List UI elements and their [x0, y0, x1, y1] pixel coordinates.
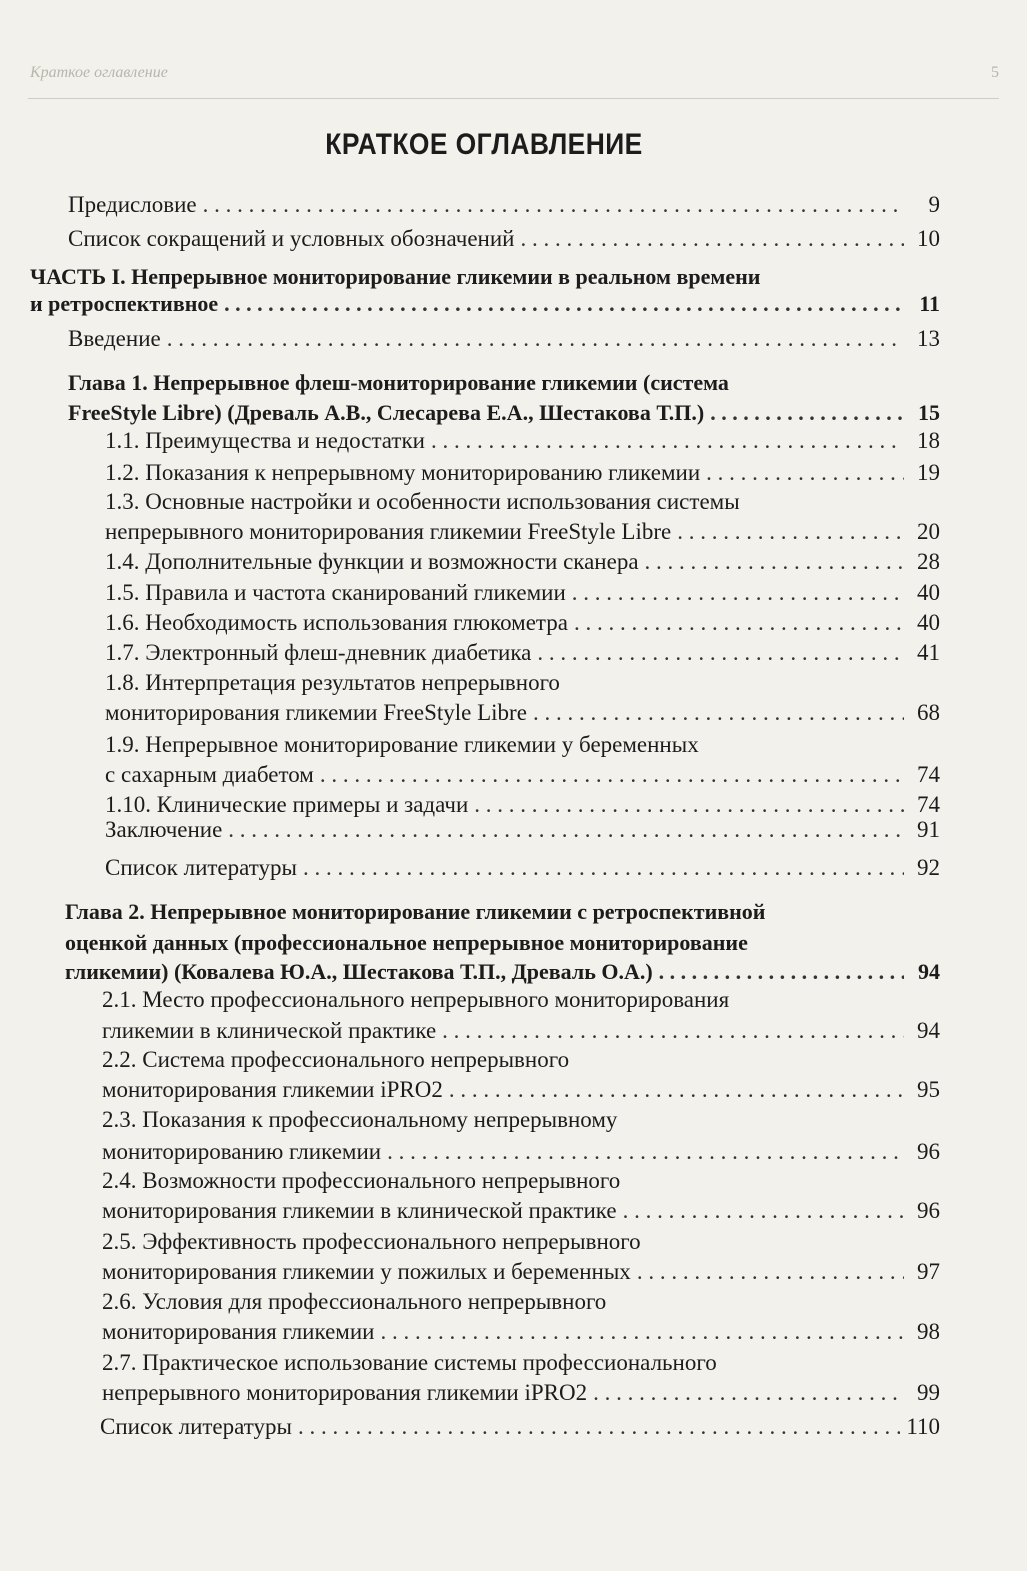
toc-line [0, 368, 1027, 398]
toc-entry-title: 2.3. Показания к профессиональному непрерывному [102, 1107, 618, 1132]
toc-line [0, 928, 1027, 958]
toc-entry [105, 638, 940, 668]
dot-leader [203, 190, 904, 220]
toc-line [0, 668, 1027, 698]
toc-entry [105, 698, 940, 728]
toc-page-number: 20 [917, 519, 940, 544]
dot-leader [537, 638, 904, 668]
toc-page-number: 9 [928, 192, 940, 217]
toc-line [0, 1166, 1027, 1196]
toc-page-number: 41 [917, 640, 940, 665]
dot-leader [645, 547, 904, 577]
toc-line [0, 957, 1027, 987]
toc-entry-title: 1.7. Электронный флеш-дневник диабетика [105, 640, 532, 665]
toc-page-number: 74 [917, 762, 940, 787]
toc-page-number: 97 [917, 1259, 940, 1284]
toc-entry-title: Предисловие [68, 192, 197, 217]
toc-entry [102, 1257, 940, 1287]
toc-line [0, 760, 1027, 790]
toc-entry-title: непрерывного мониторирования гликемии iPRO2 [102, 1380, 588, 1405]
toc-line [0, 1016, 1027, 1046]
toc-page-number: 74 [917, 792, 940, 817]
toc-line [0, 1257, 1027, 1287]
toc-line [0, 1412, 1027, 1442]
toc-page-number: 10 [917, 226, 940, 251]
toc-entry [105, 608, 940, 638]
dot-leader [572, 578, 904, 608]
toc-entry-title: 1.1. Преимущества и недостатки [105, 428, 425, 453]
toc-entry-title: мониторирования гликемии [102, 1319, 375, 1344]
toc-entry-title: мониторирования гликемии iPRO2 [102, 1077, 443, 1102]
toc-entry [105, 578, 940, 608]
toc-page-number: 68 [917, 700, 940, 725]
toc-entry [105, 853, 940, 883]
toc-entry-title: 1.5. Правила и частота сканирований гликемии [105, 580, 566, 605]
toc-entry [105, 458, 940, 488]
dot-leader [298, 1412, 900, 1442]
toc-line [0, 1045, 1027, 1075]
toc-entry-title: Глава 1. Непрерывное флеш-мониторирование гликемии (система [68, 370, 729, 395]
toc-line [0, 608, 1027, 638]
dot-leader [303, 853, 904, 883]
toc-entry-title: 2.2. Система профессионального непрерывного [102, 1047, 570, 1072]
toc-page-number: 99 [917, 1380, 940, 1405]
toc-page-number: 19 [917, 460, 940, 485]
toc-entry-title: гликемии в клинической практике [102, 1018, 437, 1043]
toc-entry-title: мониторирования гликемии у пожилых и беременных [102, 1259, 631, 1284]
dot-leader [387, 1137, 904, 1167]
toc-entry-title: 2.5. Эффективность профессионального непрерывного [102, 1229, 641, 1254]
toc-page-number: 15 [918, 400, 940, 425]
toc-page-number: 40 [917, 580, 940, 605]
toc-line [0, 1137, 1027, 1167]
toc-entry-title: Список литературы [105, 855, 297, 880]
toc-entry-title: мониторированию гликемии [102, 1139, 382, 1164]
toc-entry [102, 1016, 940, 1046]
toc-line [0, 578, 1027, 608]
toc-line [0, 224, 1027, 254]
toc-entry [102, 1317, 940, 1347]
toc-page-number: 28 [917, 549, 940, 574]
toc-entry [105, 547, 940, 577]
toc-page-number: 18 [917, 428, 940, 453]
toc-page-number: 110 [906, 1414, 940, 1439]
toc-line [0, 897, 1027, 927]
toc-entry-title: Заключение [105, 817, 223, 842]
toc-entry-title: Список сокращений и условных обозначений [68, 226, 515, 251]
toc-entry-title: и ретроспективное [30, 291, 219, 316]
dot-leader [442, 1016, 904, 1046]
toc-entry-title: Введение [68, 326, 161, 351]
dot-leader [320, 760, 904, 790]
toc-line [0, 289, 1027, 319]
toc-line [0, 547, 1027, 577]
toc-line [0, 1348, 1027, 1378]
toc-line [0, 985, 1027, 1015]
toc-page-number: 96 [917, 1139, 940, 1164]
toc-entry [105, 760, 940, 790]
toc-entry [102, 1075, 940, 1105]
toc-entry-title: 2.4. Возможности профессионального непрерывного [102, 1168, 621, 1193]
toc-line [0, 1317, 1027, 1347]
toc-entry-title: Список литературы [100, 1414, 292, 1439]
toc-entry [30, 289, 940, 319]
dot-leader [710, 398, 904, 428]
dot-leader [706, 458, 904, 488]
toc-entry [105, 517, 940, 547]
toc-line [0, 1287, 1027, 1317]
toc-line [0, 638, 1027, 668]
toc-page-number: 13 [917, 326, 940, 351]
toc-entry [100, 1412, 940, 1442]
toc-line [0, 730, 1027, 760]
toc-entry-title: FreeStyle Libre) (Древаль А.В., Слесарева Е.А., Шестакова Т.П.) [68, 400, 705, 425]
toc-page-number: 94 [918, 959, 940, 984]
toc-entry-title: мониторирования гликемии FreeStyle Libre [105, 700, 527, 725]
toc-entry-title: 1.3. Основные настройки и особенности использования системы [105, 489, 740, 514]
toc-entry-title: гликемии) (Ковалева Ю.А., Шестакова Т.П., Древаль О.А.) [65, 959, 653, 984]
toc-entry-title: мониторирования гликемии в клинической практике [102, 1198, 617, 1223]
toc-page-number: 92 [917, 855, 940, 880]
dot-leader [224, 289, 904, 319]
toc-entry-title: 1.8. Интерпретация результатов непрерывного [105, 670, 560, 695]
toc-line [0, 1105, 1027, 1135]
toc-line [0, 262, 1027, 292]
toc-entry-title: 1.10. Клинические примеры и задачи [105, 792, 469, 817]
toc-line [0, 1378, 1027, 1408]
toc-entry [102, 1378, 940, 1408]
toc-entry-title: ЧАСТЬ I. Непрерывное мониторирование гликемии в реальном времени [30, 264, 761, 289]
toc-line [0, 426, 1027, 456]
toc-line [0, 324, 1027, 354]
dot-leader [574, 608, 904, 638]
toc-line [0, 398, 1027, 428]
toc-line [0, 815, 1027, 845]
dot-leader [659, 957, 904, 987]
toc-entry-title: 1.2. Показания к непрерывному мониторированию гликемии [105, 460, 701, 485]
toc-entry [68, 224, 940, 254]
toc-page-number: 95 [917, 1077, 940, 1102]
toc-entry [105, 815, 940, 845]
dot-leader [167, 324, 904, 354]
toc-entry-title: 2.1. Место профессионального непрерывного мониторирования [102, 987, 730, 1012]
toc-entry [68, 398, 940, 428]
toc-line [0, 698, 1027, 728]
toc-entry-title: 2.7. Практическое использование системы профессионального [102, 1350, 717, 1375]
toc-page-number: 40 [917, 610, 940, 635]
toc-entry [102, 1137, 940, 1167]
toc-page-number: 98 [917, 1319, 940, 1344]
toc-line [0, 1075, 1027, 1105]
header-page-number: 5 [991, 64, 999, 81]
toc-entry-title: 1.6. Необходимость использования глюкометра [105, 610, 568, 635]
toc-entry-title: оценкой данных (профессиональное непрерывное мониторирование [65, 930, 748, 955]
toc-entry [68, 190, 940, 220]
toc-page-number: 91 [917, 817, 940, 842]
toc-line [0, 853, 1027, 883]
dot-leader [623, 1196, 904, 1226]
dot-leader [637, 1257, 904, 1287]
toc-entry [105, 426, 940, 456]
toc-entry-title: с сахарным диабетом [105, 762, 314, 787]
running-header [28, 58, 999, 99]
toc-line [0, 458, 1027, 488]
toc-line [0, 190, 1027, 220]
dot-leader [431, 426, 904, 456]
dot-leader [533, 698, 904, 728]
toc-page-number: 11 [919, 291, 940, 316]
toc-entry-title: непрерывного мониторирования гликемии FreeStyle Libre [105, 519, 672, 544]
toc-line [0, 517, 1027, 547]
dot-leader [449, 1075, 904, 1105]
page-title: КРАТКОЕ ОГЛАВЛЕНИЕ [325, 128, 643, 161]
dot-leader [228, 815, 904, 845]
dot-leader [677, 517, 904, 547]
dot-leader [593, 1378, 904, 1408]
toc-entry-title: 2.6. Условия для профессионального непрерывного [102, 1289, 607, 1314]
toc-entry-title: Глава 2. Непрерывное мониторирование гликемии с ретроспективной [65, 899, 766, 924]
toc-page-number: 96 [917, 1198, 940, 1223]
toc-entry [68, 324, 940, 354]
toc-entry-title: 1.4. Дополнительные функции и возможности сканера [105, 549, 639, 574]
running-title: Краткое оглавление [30, 64, 168, 81]
dot-leader [380, 1317, 904, 1347]
toc-line [0, 487, 1027, 517]
dot-leader [520, 224, 904, 254]
toc-entry [102, 1196, 940, 1226]
toc-line [0, 1196, 1027, 1226]
toc-page-number: 94 [917, 1018, 940, 1043]
toc-entry-title: 1.9. Непрерывное мониторирование гликемии у беременных [105, 732, 699, 757]
toc-line [0, 1227, 1027, 1257]
toc-entry [65, 957, 940, 987]
